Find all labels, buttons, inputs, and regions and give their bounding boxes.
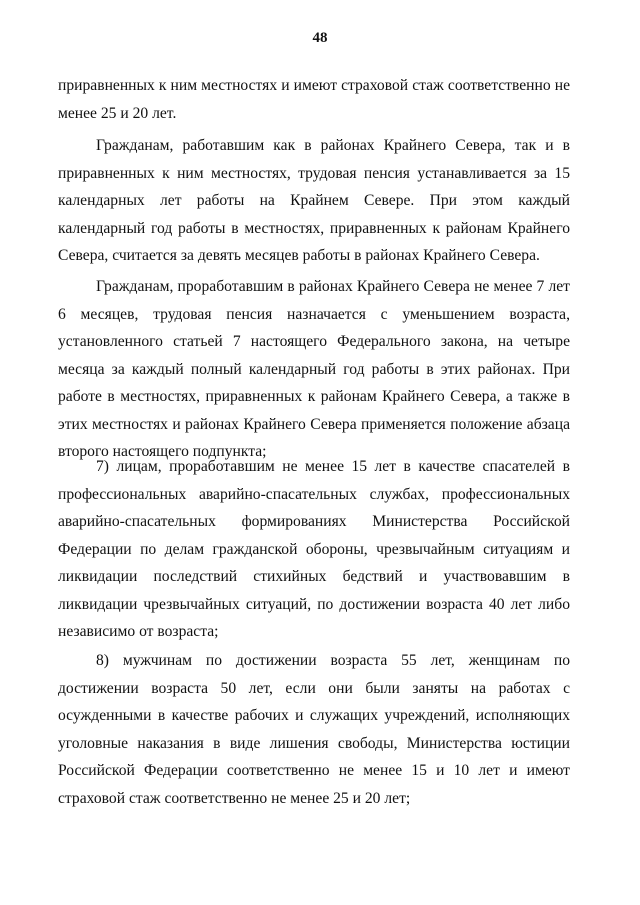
page-number: 48 <box>312 30 328 46</box>
paragraph-item-8: 8) мужчинам по достижении возраста 55 лет, женщинам по достижении возраста 50 лет, если они были заняты на работах с осужденными в качестве рабочих и служащих учреждений, исполняющих уголовные наказания в виде лишения свободы, Министерства юстиции Российской Федерации соответственно не менее 15 и 10 лет и имеют страховой стаж соответственно не менее 25 и 20 лет; <box>58 652 570 807</box>
paragraph-north-combined: Гражданам, работавшим как в районах Крайнего Севера, так и в приравненных к ним местностях, трудовая пенсия устанавливается за 15 календарных лет работы на Крайнем Севере. При этом каждый календарный год работы в местностях, приравненных к районам Крайнего Севера, считается за девять месяцев работы в районах Крайнего Севера. <box>58 137 570 264</box>
paragraph-item-7: 7) лицам, проработавшим не менее 15 лет в качестве спасателей в профессиональных аварийно-спасательных службах, профессиональных аварийно-спасательных формированиях Министерства Российской Федерации по делам гражданской обороны, чрезвычайным ситуациям и ликвидации последствий стихийных бедствий и участвовавшим в ликвидации чрезвычайных ситуаций, по достижении возраста 40 лет либо независимо от возраста; <box>58 458 570 640</box>
paragraph-continuation: приравненных к ним местностях и имеют страховой стаж соответственно не менее 25 и 20 лет. <box>58 77 570 122</box>
paragraph-north-reduction: Гражданам, проработавшим в районах Крайнего Севера не менее 7 лет 6 месяцев, трудовая пенсия назначается с уменьшением возраста, установленного статьей 7 настоящего Федерального закона, на четыре месяца за каждый полный календарный год работы в этих районах. При работе в местностях, приравненных к районам Крайнего Севера, а также в этих местностях и районах Крайнего Севера применяется положение абзаца второго настоящего подпункта; <box>58 278 570 460</box>
